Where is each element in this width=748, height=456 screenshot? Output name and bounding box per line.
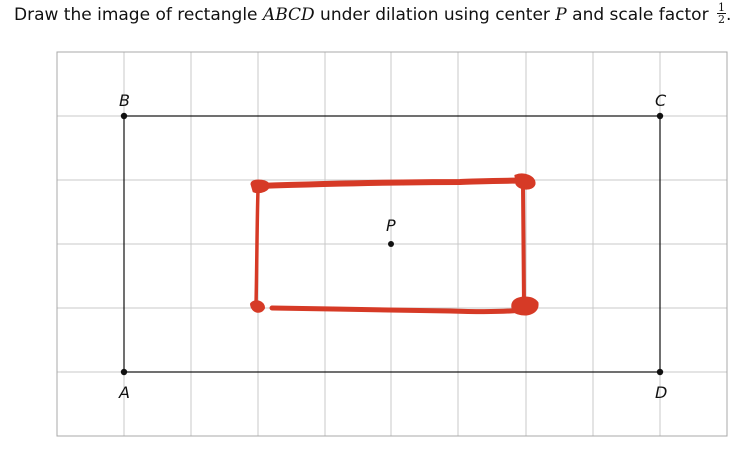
prompt-text-2: under dilation using center bbox=[314, 5, 556, 25]
prompt-end-punct: . bbox=[725, 5, 732, 25]
drawn-bottom-side bbox=[272, 308, 522, 312]
drawn-corner-top-left bbox=[252, 181, 268, 192]
label-a: A bbox=[119, 383, 130, 402]
point-p-dot bbox=[388, 241, 394, 247]
scale-numerator: 1 bbox=[717, 0, 725, 14]
label-b: B bbox=[119, 91, 130, 110]
drawn-corner-top-right bbox=[516, 175, 534, 188]
scale-denominator: 2 bbox=[717, 12, 725, 26]
center-name: P bbox=[555, 5, 567, 25]
label-d: D bbox=[655, 383, 668, 402]
drawn-corner-bottom-right bbox=[513, 298, 537, 314]
drawn-right-side bbox=[523, 185, 524, 305]
prompt-text-1: Draw the image of rectangle bbox=[14, 5, 263, 25]
point-d-dot bbox=[657, 369, 663, 375]
prompt-text-3: and scale factor bbox=[566, 5, 714, 25]
point-c-dot bbox=[657, 113, 663, 119]
drawn-corner-bottom-left bbox=[251, 301, 264, 312]
point-b-dot bbox=[121, 113, 127, 119]
point-a-dot bbox=[121, 369, 127, 375]
label-p: P bbox=[386, 216, 396, 235]
rectangle-name: ABCD bbox=[262, 5, 315, 25]
label-c: C bbox=[655, 91, 667, 110]
drawn-top-side bbox=[258, 181, 527, 186]
drawn-left-side bbox=[256, 190, 258, 305]
